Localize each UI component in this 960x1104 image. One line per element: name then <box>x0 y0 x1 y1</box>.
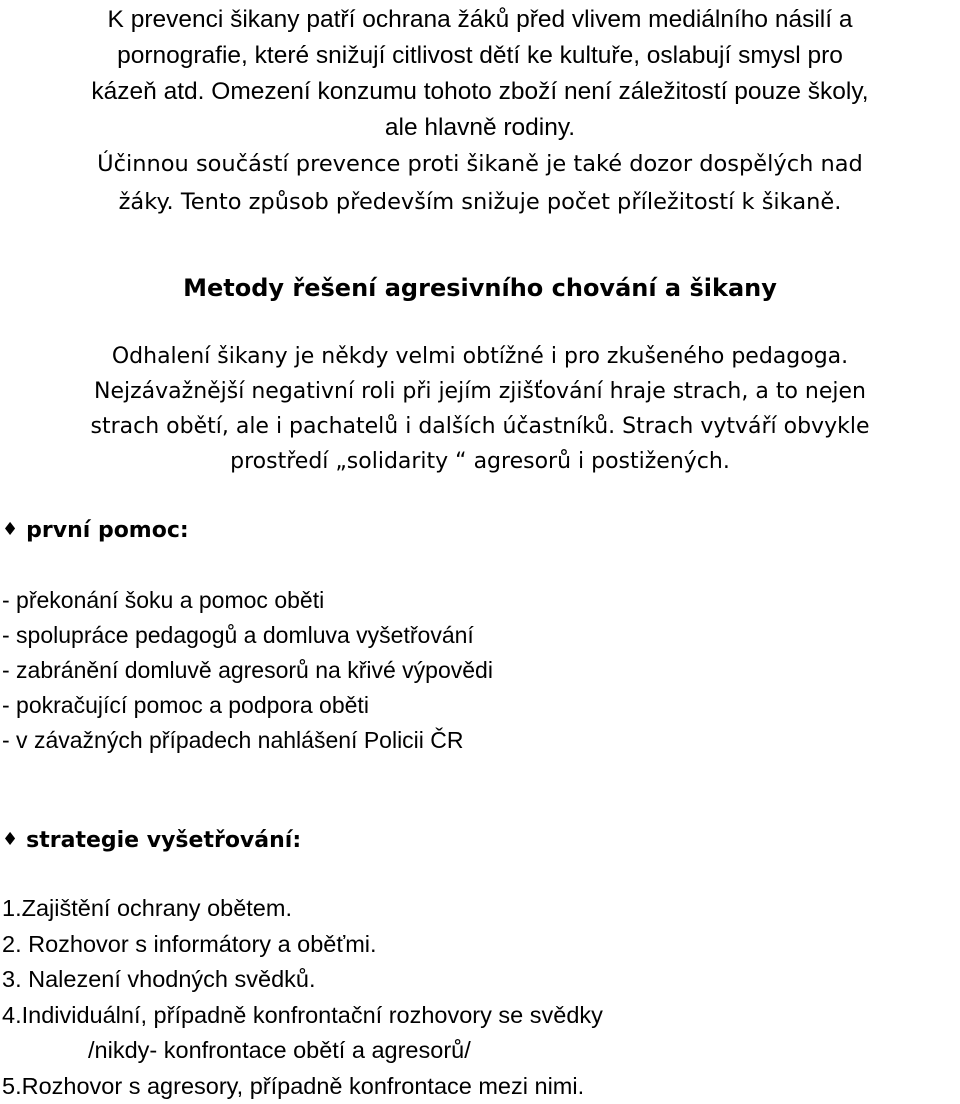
section-heading: Metody řešení agresivního chování a šikany <box>0 270 960 306</box>
intro-text <box>0 2 960 221</box>
list-item: 1.Zajištění ochrany obětem. <box>2 891 603 927</box>
list-item-note: /nikdy- konfrontace obětí a agresorů/ <box>2 1033 603 1069</box>
first-aid-label <box>2 513 189 550</box>
list-item: - zabránění domluvě agresorů na křivé výpovědi <box>2 653 493 688</box>
list-item: 5.Rozhovor s agresory, případně konfrontace mezi nimi. <box>2 1069 603 1104</box>
intro-paragraph-media <box>0 2 960 146</box>
investigation-label <box>2 823 301 860</box>
list-item: 3. Nalezení vhodných svědků. <box>2 962 603 998</box>
list-item: 2. Rozhovor s informátory a oběťmi. <box>2 927 603 963</box>
list-item: - spolupráce pedagogů a domluva vyšetřování <box>2 618 493 653</box>
method-line: Nejzávažnější negativní roli při jejím zjišťování hraje strach, a to nejen <box>0 374 960 409</box>
list-item: - pokračující pomoc a podpora oběti <box>2 688 493 723</box>
first-aid-list <box>2 583 493 758</box>
investigation-list <box>2 891 603 1104</box>
investigation-label-text: strategie vyšetřování: <box>26 828 301 853</box>
intro-line: žáky. Tento způsob především snižuje počet příležitostí k šikaně. <box>0 183 960 221</box>
list-item: - v závažných případech nahlášení Policii ČR <box>2 723 493 758</box>
method-line: Odhalení šikany je někdy velmi obtížné i pro zkušeného pedagoga. <box>0 339 960 374</box>
list-item: 4.Individuální, případně konfrontační rozhovory se svědky <box>2 998 603 1034</box>
intro-paragraph-supervision <box>0 145 960 221</box>
intro-line: Účinnou součástí prevence proti šikaně je také dozor dospělých nad <box>0 145 960 183</box>
first-aid-label-text: první pomoc: <box>26 518 189 543</box>
intro-line: pornografie, které snižují citlivost dětí ke kultuře, oslabují smysl pro <box>0 38 960 74</box>
intro-line: kázeň atd. Omezení konzumu tohoto zboží není záležitostí pouze školy, <box>0 74 960 110</box>
list-item: - překonání šoku a pomoc oběti <box>2 583 493 618</box>
diamond-bullet-icon: ♦ <box>2 829 18 850</box>
method-line: strach obětí, ale i pachatelů i dalších účastníků. Strach vytváří obvykle <box>0 409 960 444</box>
intro-line: K prevenci šikany patří ochrana žáků před vlivem mediálního násilí a <box>0 2 960 38</box>
method-line: prostředí „solidarity “ agresorů i postižených. <box>0 444 960 479</box>
intro-line: ale hlavně rodiny. <box>0 110 960 146</box>
method-paragraph <box>0 339 960 479</box>
diamond-bullet-icon: ♦ <box>2 519 18 540</box>
